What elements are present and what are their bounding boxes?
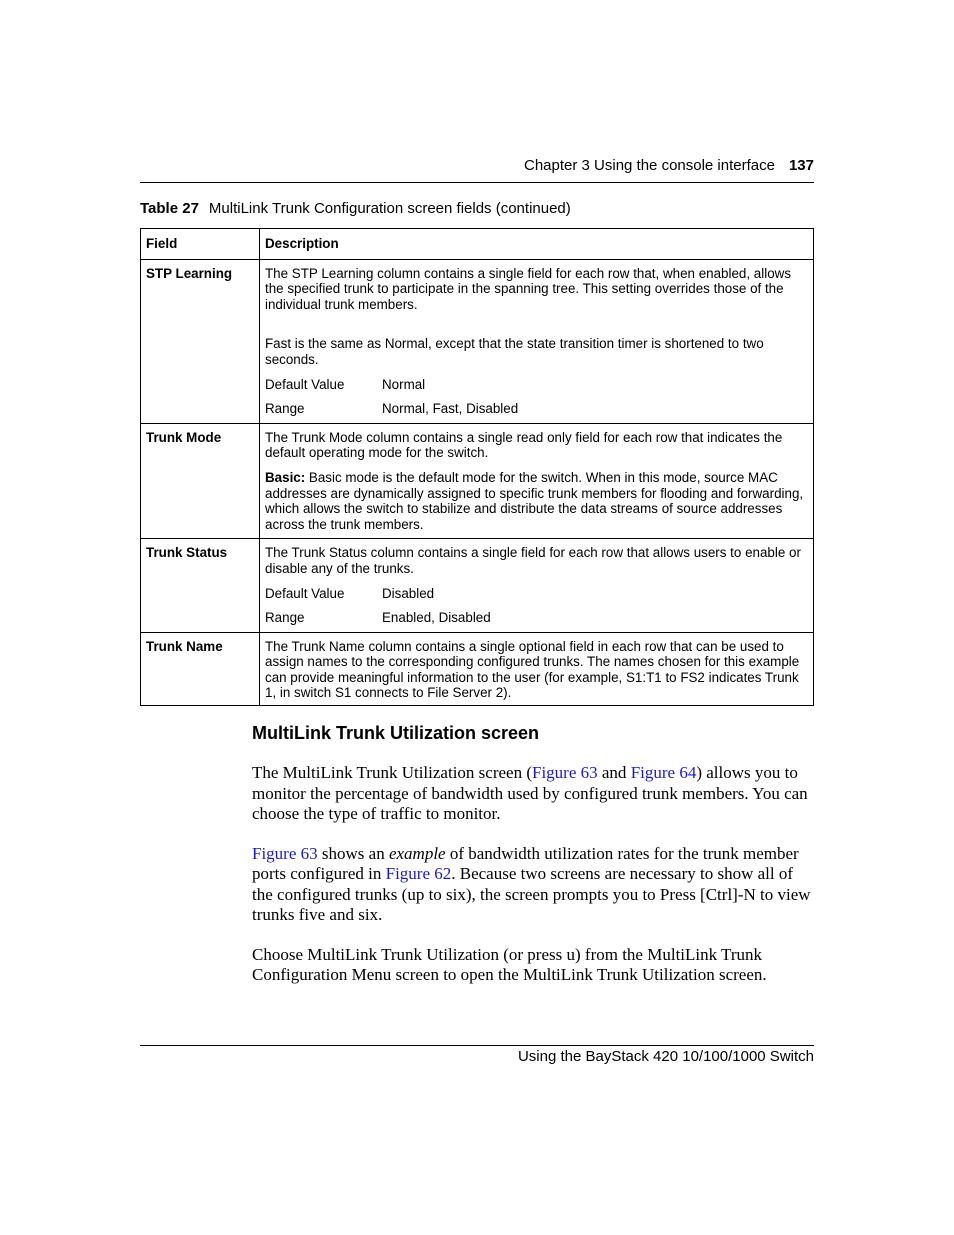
range-row	[265, 610, 808, 626]
field-name: STP Learning	[141, 259, 260, 423]
range-label: Range	[265, 610, 305, 626]
figure-63-link[interactable]: Figure 63	[252, 843, 318, 863]
text-run: ) allows you to monitor the percentage of bandwidth used by configured trunk members. You can choose the type of traffic to monitor.	[252, 763, 808, 823]
text-run: The MultiLink Trunk Utilization screen (	[252, 763, 532, 782]
range-value: Enabled, Disabled	[382, 610, 491, 626]
table-row-trunk-status	[141, 539, 814, 632]
field-description	[260, 423, 814, 539]
range-row	[265, 401, 808, 417]
paragraph	[252, 763, 818, 825]
description-text: The Trunk Status column contains a single field for each row that allows users to enable or disable any of the trunks.	[265, 545, 801, 576]
paragraph	[252, 844, 818, 926]
table-row-trunk-mode	[141, 423, 814, 539]
description-text: Fast is the same as Normal, except that the state transition timer is shortened to two seconds.	[265, 336, 764, 367]
basic-description: Basic mode is the default mode for the switch. When in this mode, source MAC addresses are dynamically assigned to specific trunk members for flooding and forwarding, which allows the switch to stabilize and distribute the data streams of source addresses across the trunk members.	[265, 469, 804, 532]
field-name: Trunk Mode	[141, 423, 260, 539]
range-label: Range	[265, 401, 305, 417]
header-rule	[140, 182, 814, 183]
text-run: shows an	[317, 843, 389, 863]
footer-rule	[140, 1045, 814, 1046]
default-value: Normal	[382, 376, 426, 392]
text-run: of bandwidth utilization rates for the trunk member ports configured in	[252, 843, 799, 883]
figure-64-link[interactable]: Figure 64	[630, 763, 697, 782]
description-text: The Trunk Name column contains a single optional field in each row that can be used to assign names to the corresponding configured trunks. The names chosen for this example can provide meaningful information to the user (for example, S1:T1 to FS2 indicates Trunk 1, in switch S1 connects to File Server 2).	[265, 638, 800, 701]
page-number: 137	[788, 157, 814, 174]
default-value: Disabled	[382, 585, 435, 601]
field-description	[260, 259, 814, 423]
description-text: The Trunk Mode column contains a single read only field for each row that indicates the default operating mode for the switch.	[265, 429, 783, 461]
default-value-row	[265, 377, 808, 393]
description-text: The STP Learning column contains a single field for each row that, when enabled, allows the specified trunk to participate in the spanning tree. This setting overrides those of the individual trunk members.	[265, 265, 792, 312]
text-run: . Because two screens are necessary to show all of the configured trunks (up to six), the screen prompts you to Press [Ctrl]-N to view trunks five and six.	[252, 864, 811, 924]
figure-62-link[interactable]: Figure 62	[385, 864, 452, 883]
field-name: Trunk Status	[141, 539, 260, 632]
field-description	[260, 632, 814, 705]
column-header-field: Field	[141, 229, 260, 260]
table-row-trunk-name	[141, 632, 814, 705]
basic-label: Basic:	[265, 469, 306, 485]
paragraph: Choose MultiLink Trunk Utilization (or press u) from the MultiLink Trunk Configuration Menu screen to open the MultiLink Trunk Utilization screen.	[252, 944, 767, 984]
figure-63-link[interactable]: Figure 63	[532, 763, 598, 782]
table-caption	[140, 199, 571, 219]
field-description	[260, 539, 814, 632]
description-text	[265, 470, 808, 532]
section-body	[252, 763, 818, 1005]
default-value-row	[265, 586, 808, 602]
default-label: Default Value	[265, 585, 345, 601]
column-header-description: Description	[260, 229, 814, 260]
table-number: Table 27	[140, 200, 199, 217]
emphasis-text: example	[388, 843, 446, 863]
page-header	[140, 156, 814, 176]
field-name: Trunk Name	[141, 632, 260, 705]
table-row-stp-learning	[141, 259, 814, 423]
table-header-row	[141, 229, 814, 260]
section-heading: MultiLink Trunk Utilization screen	[252, 723, 540, 743]
text-run: and	[597, 763, 631, 782]
range-value: Normal, Fast, Disabled	[382, 401, 519, 417]
table-title: MultiLink Trunk Configuration screen fields (continued)	[208, 200, 571, 217]
chapter-title: Chapter 3 Using the console interface	[523, 157, 775, 174]
page-footer: Using the BayStack 420 10/100/1000 Switch	[517, 1048, 814, 1065]
fields-table	[140, 228, 814, 706]
default-label: Default Value	[265, 376, 345, 392]
